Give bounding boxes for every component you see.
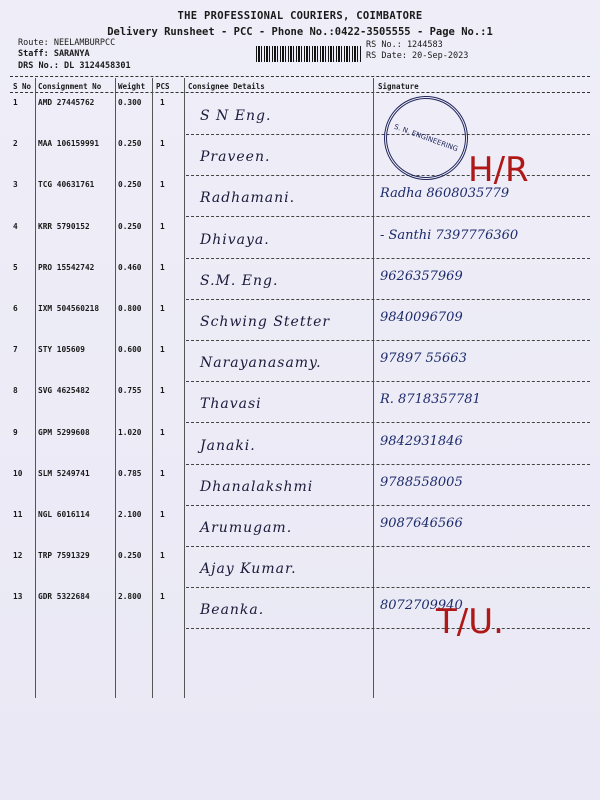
row-pcs: 1 [160,592,165,602]
row-signature-handwritten: 9842931846 [380,433,463,449]
row-signature-handwritten: 9840096709 [380,310,463,325]
row-consignment-no: KRR 5790152 [38,221,90,231]
barcode [256,46,361,62]
table-row [10,465,590,506]
row-pcs: 1 [160,221,165,231]
col-weight: Weight [118,82,146,91]
row-sno: 9 [13,427,18,437]
row-signature-handwritten: Radha 8608035779 [380,186,510,202]
row-sno: 11 [13,510,23,519]
row-weight: 2.800 [118,592,142,602]
row-consignee-handwritten: Arumugam. [200,520,293,536]
row-weight: 0.755 [118,386,142,396]
row-weight: 0.250 [118,221,142,231]
row-weight: 0.460 [118,262,142,272]
col-sno: S No [13,82,32,91]
row-signature-handwritten: 9087646566 [380,516,463,531]
row-weight: 1.020 [118,427,142,437]
row-sno: 2 [13,139,18,149]
row-consignment-no: GDR 5322684 [38,592,90,602]
row-sno: 12 [13,551,23,561]
row-consignment-no: SLM 5249741 [38,468,90,478]
row-consignee-handwritten: Praveen. [200,149,271,166]
row-consignment-no: STY 105609 [38,345,85,355]
row-pcs: 1 [160,468,165,478]
row-consignee-handwritten: Dhanalakshmi [200,478,314,495]
header-rule [10,92,590,93]
row-weight: 2.100 [118,510,142,519]
row-signature-handwritten: - Santhi 7397776360 [380,227,519,243]
rs-date: RS Date: 20-Sep-2023 [366,51,469,61]
row-sno: 1 [13,98,18,107]
tu-mark: T/U. [436,602,504,642]
row-weight: 0.800 [118,304,142,313]
row-sno: 6 [13,304,18,313]
table-row [10,259,590,300]
row-consignment-no: MAA 106159991 [38,139,100,149]
table-row [10,94,590,135]
row-consignee-handwritten: Janaki. [200,437,256,454]
row-weight: 0.300 [118,98,142,107]
row-signature-handwritten: 9626357969 [380,268,463,284]
table-row [10,547,590,588]
table-row [10,382,590,423]
row-separator [186,628,590,629]
row-signature-handwritten: 8072709940 [380,598,463,614]
row-consignee-handwritten: S N Eng. [200,108,272,124]
row-consignment-no: GPM 5299608 [38,427,90,437]
row-consignee-handwritten: Schwing Stetter [200,314,331,330]
col-signature: Signature [378,82,419,91]
rs-number: RS No.: 1244583 [366,40,443,50]
row-sno: 13 [13,592,23,602]
staff-label: Staff: SARANYA [18,49,90,59]
row-sno: 10 [13,468,23,478]
row-consignee-handwritten: Ajay Kumar. [200,561,297,578]
table-row [10,218,590,259]
row-weight: 0.250 [118,551,142,561]
row-sno: 3 [13,180,18,190]
row-weight: 0.250 [118,180,142,190]
route-label: Route: NEELAMBURPCC [18,38,116,48]
row-consignee-handwritten: S.M. Eng. [200,272,279,289]
table-row [10,341,590,382]
row-consignment-no: TRP 7591329 [38,551,90,561]
drs-label: DRS No.: DL 3124458301 [18,61,131,71]
row-consignee-handwritten: Beanka. [200,602,265,619]
row-consignee-handwritten: Dhivaya. [200,231,270,248]
row-consignment-no: PRO 15542742 [38,262,95,272]
table-top-rule [10,76,590,77]
row-signature-handwritten: R. 8718357781 [380,392,481,408]
table-row [10,506,590,547]
table-row [10,424,590,465]
row-weight: 0.250 [118,139,142,149]
row-weight: 0.600 [118,345,142,355]
row-consignment-no: IXM 504560218 [38,304,100,313]
stamp-text: S. N. ENGINEERING [392,122,460,154]
row-pcs: 1 [160,98,165,107]
row-sno: 8 [13,386,18,396]
table-row [10,300,590,341]
row-pcs: 1 [160,180,165,190]
row-consignee-handwritten: Radhamani. [200,190,296,207]
runsheet-subtitle: Delivery Runsheet - PCC - Phone No.:0422-3505555 - Page No.:1 [107,26,493,38]
row-consignment-no: AMD 27445762 [38,98,95,107]
row-signature-handwritten: 97897 55663 [380,351,467,367]
company-title: THE PROFESSIONAL COURIERS, COIMBATORE [177,10,423,22]
row-consignment-no: TCG 40631761 [38,180,95,190]
row-consignment-no: NGL 6016114 [38,510,90,519]
row-pcs: 1 [160,386,165,396]
row-consignment-no: SVG 4625482 [38,386,90,396]
col-pcs: PCS [156,82,170,91]
row-pcs: 1 [160,427,165,437]
row-weight: 0.785 [118,468,142,478]
row-sno: 4 [13,221,18,231]
row-consignee-handwritten: Thavasi [200,396,262,413]
row-consignee-handwritten: Narayanasamy. [200,355,322,372]
col-consignment: Consignment No [38,82,102,91]
hr-mark: H/R [468,150,529,190]
col-consignee: Consignee Details [188,82,265,91]
row-pcs: 1 [160,345,165,355]
row-pcs: 1 [160,139,165,149]
row-pcs: 1 [160,304,165,313]
row-signature-handwritten: 9788558005 [380,474,463,490]
row-pcs: 1 [160,262,165,272]
row-pcs: 1 [160,551,165,561]
row-sno: 7 [13,345,18,355]
row-sno: 5 [13,262,18,272]
row-pcs: 1 [160,510,165,519]
